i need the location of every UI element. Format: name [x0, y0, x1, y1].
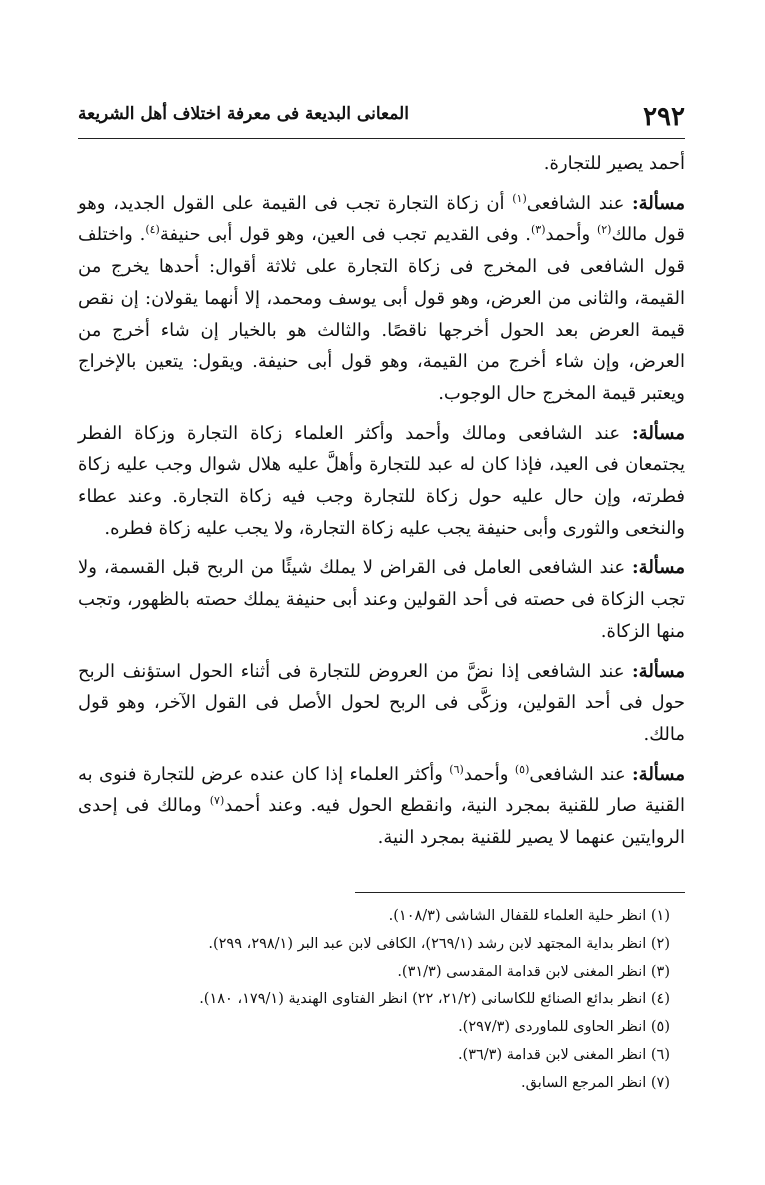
footnotes: [78, 903, 670, 1098]
paragraph-issue-1: [78, 188, 685, 410]
paragraph-text: عند الشافعى ومالك وأحمد وأكثر العلماء زكاة التجارة وزكاة الفطر يجتمعان فى العيد، فإذا كان له عبد للتجارة وأهلَّ عليه هلال شوال وجب عليه زكاة فطرته، وإن حال عليه حول زكاة للتجارة وجب فيه زكاة التجارة. وعند عطاء والنخعى والثورى وأبى حنيفة يجب عليه زكاة التجارة، ولا يجب عليه زكاة فطره.: [78, 422, 685, 539]
footnote-rule: [355, 892, 685, 893]
footnote-ref: (١): [512, 191, 527, 205]
footnote-1: (١) انظر حلية العلماء للقفال الشاشى (١٠٨/٣).: [388, 908, 670, 924]
footnote-ref: (٤): [145, 223, 160, 237]
footnote-ref: (٢): [596, 223, 612, 237]
footnote-5: (٥) انظر الحاوى للماوردى (٢٩٧/٣).: [458, 1019, 670, 1036]
footnote-7: (٧) انظر المرجع السابق.: [521, 1074, 670, 1091]
paragraph-issue-2: [78, 418, 685, 545]
page-header: [78, 96, 685, 136]
issue-label: مسألة:: [632, 557, 685, 579]
footnote-6: (٦) انظر المغنى لابن قدامة (٣٦/٣).: [457, 1046, 670, 1063]
paragraph-text: وأحمد: [545, 224, 597, 246]
footnote-3: (٣) انظر المغنى لابن قدامة المقدسى (٣١/٣).: [397, 963, 670, 980]
paragraph-text: ومالك فى إحدى الروايتين عنهما لا يصير للقنية بمجرد النية.: [78, 795, 685, 849]
paragraph-text: أن زكاة التجارة تجب فى القيمة على القول الجديد، وهو قول مالك: [78, 192, 685, 246]
page-number: ٢٩٢: [643, 102, 685, 132]
paragraph-text: . وفى القديم تجب فى العين، وهو قول أبى حنيفة: [159, 224, 531, 246]
issue-label: مسألة:: [632, 763, 685, 785]
paragraph-text: عند الشافعى العامل فى القراض لا يملك شيئًا من الربح قبل القسمة، ولا تجب الزكاة فى حصته فى أحد القولين وعند أبى حنيفة يملك حصته بالظهور، وتجب منها الزكاة.: [78, 557, 685, 642]
paragraph-issue-5: [78, 759, 685, 854]
paragraph-text: عند الشافعى: [529, 763, 633, 785]
paragraph-issue-4: [78, 656, 685, 751]
issue-label: مسألة:: [632, 660, 685, 682]
paragraph-continuation: أحمد يصير للتجارة.: [543, 153, 685, 174]
paragraph-text: عند الشافعى إذا نضَّ من العروض للتجارة فى أثناء الحول استؤنف الربح حول فى أحد القولين، وزكَّى فى الربح لحول الأصل فى القول الآخر، وهو قول مالك.: [78, 660, 685, 745]
footnote-4: (٤) انظر بدائع الصنائع للكاسانى (٢١/٢، ٢٢) انظر الفتاوى الهندية (١٧٩/١، ١٨٠).: [199, 991, 670, 1008]
paragraph-text: وأحمد: [463, 763, 515, 785]
issue-label: مسألة:: [632, 422, 685, 444]
footnote-2: (٢) انظر بداية المجتهد لابن رشد (٢٦٩/١)، الكافى لابن عبد البر (٢٩٨/١، ٢٩٩).: [208, 935, 670, 952]
running-title: المعانى البديعة فى معرفة اختلاف أهل الشريعة: [78, 104, 409, 124]
paragraph-text: عند الشافعى: [526, 192, 633, 214]
footnote-ref: (٧): [209, 794, 225, 808]
main-text: [78, 148, 685, 862]
issue-label: مسألة:: [632, 192, 685, 214]
paragraph-text: وأكثر العلماء إذا كان عنده عرض للتجارة فنوى به القنية صار للقنية بمجرد النية، وانقطع الحول فيه. وعند أحمد: [78, 763, 685, 817]
paragraph-issue-3: [78, 552, 685, 647]
footnote-ref: (٦): [449, 762, 464, 776]
paragraph-text: . واختلف قول الشافعى فى المخرج فى زكاة التجارة على ثلاثة أقوال: أحدها يخرج من القيمة، والثانى من العرض، وهو قول أبى يوسف ومحمد، إلا أنهما يقولان: إن نقص قيمة العرض بعد الحول أخرجها ناقصًا. والثالث هو بالخيار إن شاء أخرج من العرض، وإن شاء أخرج من القيمة، وهو قول أبى حنيفة. ويقول: يتعين بالإخراج ويعتبر قيمة المخرج حال الوجوب.: [78, 224, 685, 404]
footnote-ref: (٣): [531, 223, 546, 237]
footnote-ref: (٥): [514, 762, 530, 776]
header-rule: [78, 138, 685, 139]
